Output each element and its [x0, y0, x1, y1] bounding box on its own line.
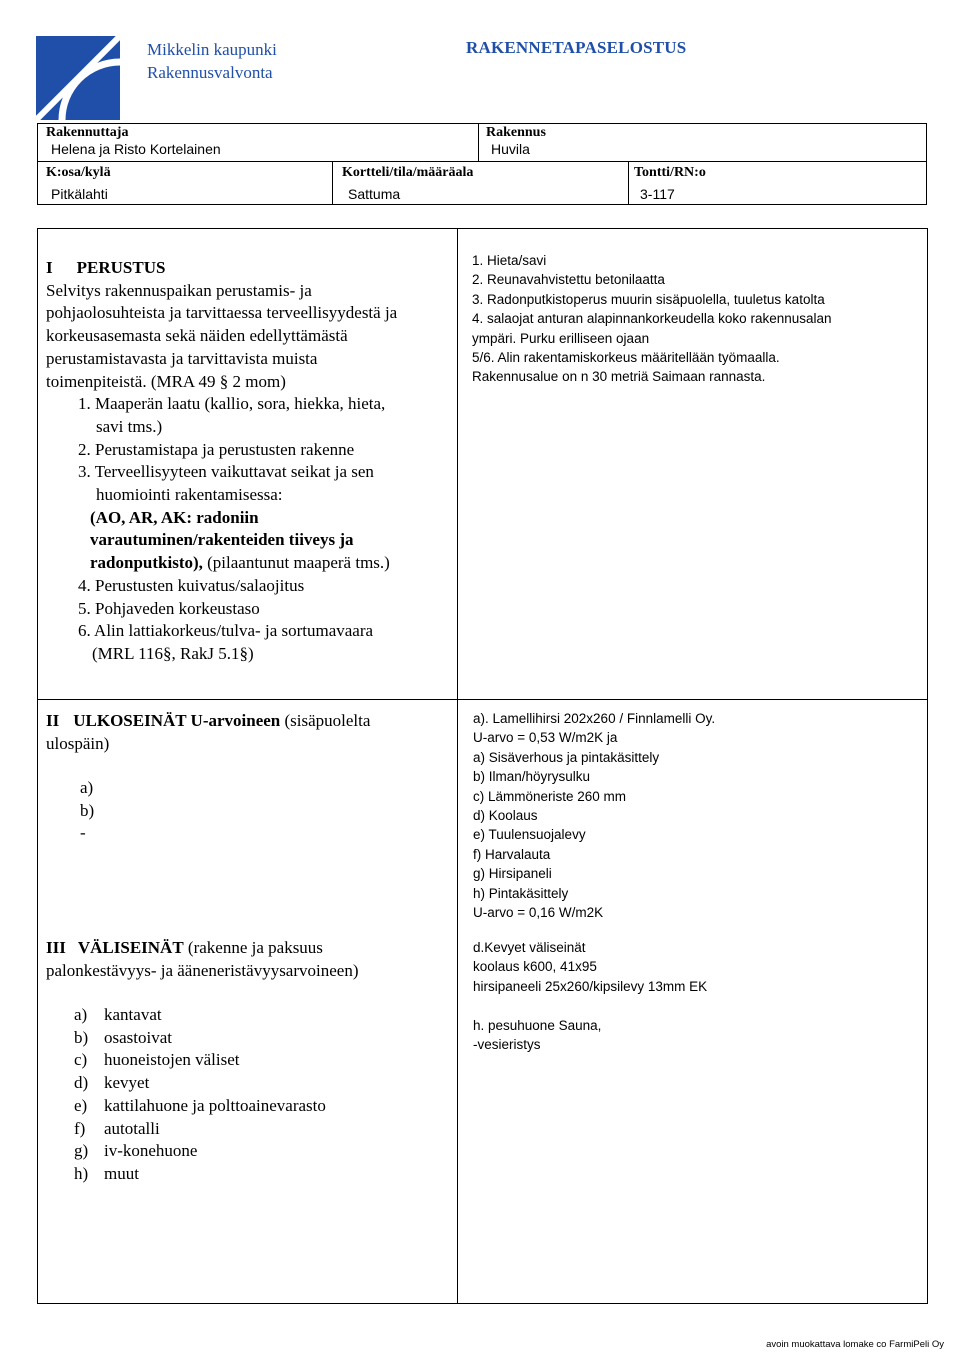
text-line: pohjaolosuhteista ja tarvittaessa terveellisyydestä ja — [46, 303, 398, 323]
section-2-items — [80, 777, 94, 845]
answer-line: h. pesuhuone Sauna, — [473, 1017, 602, 1033]
answer-line: e) Tuulensuojalevy — [473, 827, 586, 843]
table-divider — [332, 161, 333, 205]
answer-line: h) Pintakäsittely — [473, 885, 569, 901]
answer-line: U-arvo = 0,16 W/m2K — [473, 905, 604, 921]
answer-line: hirsipaneeli 25x260/kipsilevy 13mm EK — [473, 978, 708, 994]
plot-value: 3-117 — [640, 186, 675, 202]
builder-value: Helena ja Risto Kortelainen — [51, 141, 221, 157]
building-label: Rakennus — [486, 125, 546, 140]
list-item: - — [80, 823, 86, 843]
list-item: b) osastoivat — [74, 1027, 172, 1047]
section-3-heading: III VÄLISEINÄT (rakenne ja paksuus — [46, 938, 323, 957]
list-item: 2. Perustamistapa ja perustusten rakenne — [78, 439, 355, 459]
table-divider — [478, 124, 479, 161]
section-1-heading: I PERUSTUS — [46, 258, 166, 277]
list-item: b) — [80, 800, 95, 820]
org-line-2: Rakennusvalvonta — [147, 63, 273, 82]
answer-line: g) Hirsipaneli — [473, 866, 552, 882]
document-title: RAKENNETAPASELOSTUS — [466, 38, 687, 57]
answer-line: ympäri. Purku erilliseen ojaan — [472, 330, 650, 346]
section-3-description — [46, 937, 451, 982]
answer-line: f) Harvalauta — [473, 846, 551, 862]
footer-note: avoin muokattava lomake co FarmiPeli Oy — [766, 1339, 944, 1350]
text-line: korkeusasemasta sekä näiden edellyttämästä — [46, 326, 348, 346]
list-item: g) iv-konehuone — [74, 1141, 198, 1161]
list-item: a) kantavat — [74, 1005, 162, 1024]
section-2-answers — [473, 709, 923, 922]
list-item: 5. Pohjaveden korkeustaso — [78, 598, 260, 618]
text-line: perustamistavasta ja tarvittavista muista — [46, 348, 318, 368]
answer-line: a) Sisäverhous ja pintakäsittely — [473, 749, 660, 765]
block-label: Kortteli/tila/määräala — [342, 165, 474, 180]
plot-label: Tontti/RN:o — [634, 165, 706, 180]
list-item: 1. Maaperän laatu (kallio, sora, hiekka, hieta, — [78, 394, 386, 414]
list-item: f) autotalli — [74, 1118, 160, 1138]
answer-line: -vesieristys — [473, 1036, 541, 1052]
section-3-heading-line-2: palonkestävyys- ja ääneneristävyysarvoineen) — [46, 960, 359, 980]
block-value: Sattuma — [348, 186, 401, 202]
project-info-table — [37, 123, 927, 205]
list-item: a) — [80, 778, 94, 797]
list-item: c) huoneistojen väliset — [74, 1050, 240, 1070]
building-value: Huvila — [491, 141, 530, 157]
answer-line — [473, 996, 923, 1015]
list-item: 3. Terveellisyyteen vaikuttavat seikat ja sen — [78, 462, 374, 482]
list-item: savi tms.) — [96, 416, 163, 436]
answer-line: d.Kevyet väliseinät — [473, 940, 586, 955]
answer-line: koolaus k600, 41x95 — [473, 959, 597, 975]
list-item: h) muut — [74, 1163, 139, 1183]
section-2-description — [46, 710, 451, 755]
section-2-3-left-cell — [37, 699, 458, 1304]
builder-label: Rakennuttaja — [46, 125, 129, 140]
list-item: varautuminen/rakenteiden tiiveys ja — [90, 530, 354, 550]
list-item: huomiointi rakentamisessa: — [96, 485, 283, 505]
text-line: toimenpiteistä. (MRA 49 § 2 mom) — [46, 371, 286, 391]
organization-name — [147, 38, 277, 84]
text-line: Selvitys rakennuspaikan perustamis- ja — [46, 280, 312, 300]
answer-line: 1. Hieta/savi — [472, 253, 547, 268]
answer-line: U-arvo = 0,53 W/m2K ja — [473, 730, 618, 746]
list-item: (AO, AR, AK: radoniin — [90, 507, 259, 527]
table-divider — [628, 161, 629, 205]
org-line-1: Mikkelin kaupunki — [147, 40, 277, 59]
section-1-description — [46, 257, 451, 666]
list-item: 6. Alin lattiakorkeus/tulva- ja sortumavaara — [78, 621, 374, 641]
district-label: K:osa/kylä — [46, 165, 111, 180]
list-item: (MRL 116§, RakJ 5.1§) — [92, 643, 254, 663]
answer-line: 2. Reunavahvistettu betonilaatta — [472, 272, 665, 288]
section-3-items — [74, 1004, 326, 1186]
list-item: 4. Perustusten kuivatus/salaojitus — [78, 575, 305, 595]
section-2-heading: II ULKOSEINÄT U-arvoineen (sisäpuolelta — [46, 711, 371, 730]
list-item: d) kevyet — [74, 1073, 150, 1093]
answer-line: 5/6. Alin rakentamiskorkeus määritellään työmaalla. — [472, 350, 780, 366]
answer-line: d) Koolaus — [473, 808, 538, 824]
answer-line: Rakennusalue on n 30 metriä Saimaan rannasta. — [472, 369, 766, 385]
table-divider — [38, 161, 926, 162]
list-item: radonputkisto), (pilaantunut maaperä tms.) — [90, 553, 390, 573]
city-logo — [36, 36, 120, 120]
answer-line: b) Ilman/höyrysulku — [473, 769, 591, 785]
section-3-answers — [473, 938, 923, 1054]
list-item: e) kattilahuone ja polttoainevarasto — [74, 1095, 326, 1115]
section-2-heading-line-2: ulospäin) — [46, 733, 110, 753]
section-1-answers — [472, 251, 924, 387]
answer-line: a). Lamellihirsi 202x260 / Finnlamelli Oy. — [473, 711, 716, 726]
answer-line: c) Lämmöneriste 260 mm — [473, 788, 627, 804]
district-value: Pitkälahti — [51, 186, 108, 202]
answer-line: 3. Radonputkistoperus muurin sisäpuolella, tuuletus katolta — [472, 291, 825, 307]
answer-line: 4. salaojat anturan alapinnankorkeudella koko rakennusalan — [472, 311, 832, 327]
